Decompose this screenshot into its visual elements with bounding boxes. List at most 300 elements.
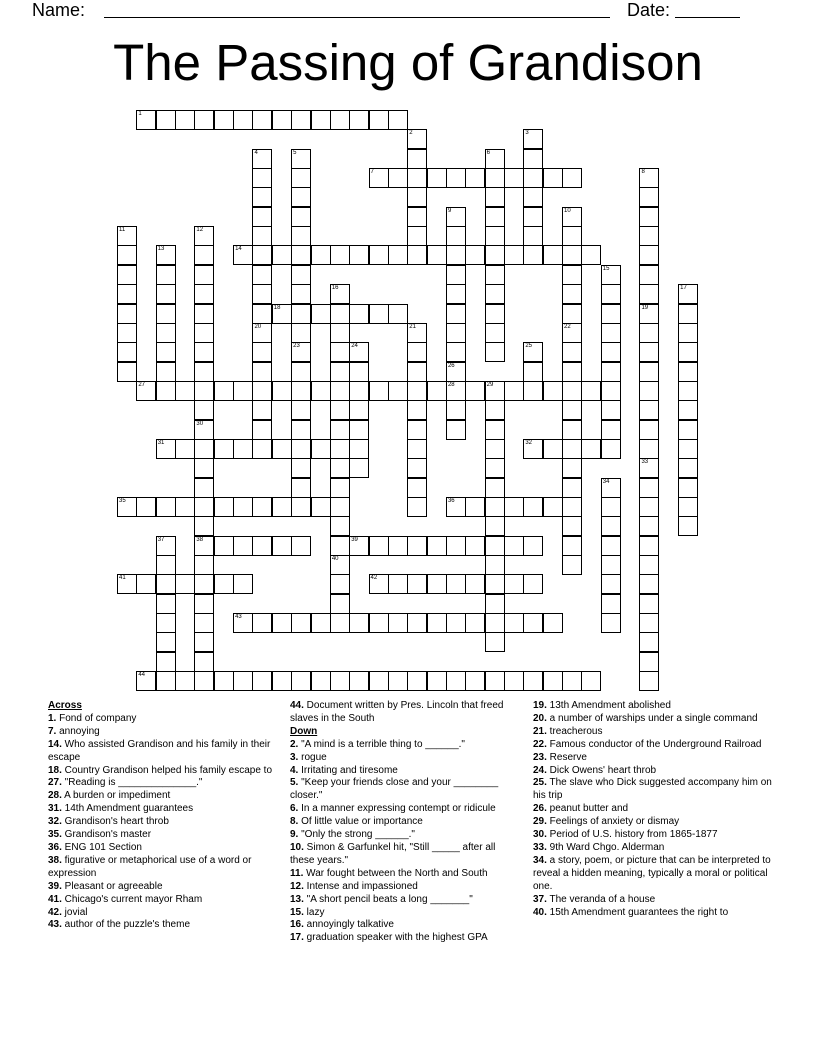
grid-cell[interactable] — [543, 245, 563, 265]
grid-cell[interactable] — [369, 381, 389, 401]
grid-cell[interactable] — [407, 613, 427, 633]
grid-cell[interactable] — [485, 381, 505, 401]
grid-cell[interactable] — [156, 574, 176, 594]
grid-cell[interactable] — [252, 323, 272, 343]
grid-cell[interactable] — [601, 304, 621, 324]
grid-cell[interactable] — [562, 284, 582, 304]
grid-cell[interactable] — [252, 381, 272, 401]
grid-cell[interactable] — [465, 245, 485, 265]
grid-cell[interactable] — [678, 284, 698, 304]
grid-cell[interactable] — [446, 207, 466, 227]
grid-cell[interactable] — [136, 574, 156, 594]
grid-cell[interactable] — [523, 381, 543, 401]
grid-cell[interactable] — [678, 439, 698, 459]
grid-cell[interactable] — [272, 245, 292, 265]
grid-cell[interactable] — [194, 652, 214, 672]
grid-cell[interactable] — [117, 226, 137, 246]
grid-cell[interactable] — [485, 226, 505, 246]
grid-cell[interactable] — [175, 574, 195, 594]
grid-cell[interactable] — [233, 574, 253, 594]
grid-cell[interactable] — [446, 400, 466, 420]
grid-cell[interactable] — [330, 497, 350, 517]
grid-cell[interactable] — [291, 478, 311, 498]
grid-cell[interactable] — [465, 381, 485, 401]
grid-cell[interactable] — [601, 342, 621, 362]
grid-cell[interactable] — [252, 168, 272, 188]
grid-cell[interactable] — [156, 594, 176, 614]
grid-cell[interactable] — [485, 323, 505, 343]
grid-cell[interactable] — [156, 536, 176, 556]
grid-cell[interactable] — [407, 458, 427, 478]
grid-cell[interactable] — [233, 497, 253, 517]
grid-cell[interactable] — [523, 536, 543, 556]
grid-cell[interactable] — [562, 439, 582, 459]
grid-cell[interactable] — [388, 381, 408, 401]
grid-cell[interactable] — [601, 613, 621, 633]
grid-cell[interactable] — [504, 497, 524, 517]
grid-cell[interactable] — [291, 110, 311, 130]
grid-cell[interactable] — [330, 400, 350, 420]
grid-cell[interactable] — [601, 420, 621, 440]
grid-cell[interactable] — [117, 342, 137, 362]
grid-cell[interactable] — [194, 284, 214, 304]
grid-cell[interactable] — [427, 671, 447, 691]
grid-cell[interactable] — [678, 342, 698, 362]
grid-cell[interactable] — [562, 168, 582, 188]
grid-cell[interactable] — [156, 110, 176, 130]
grid-cell[interactable] — [214, 439, 234, 459]
grid-cell[interactable] — [349, 536, 369, 556]
grid-cell[interactable] — [504, 671, 524, 691]
grid-cell[interactable] — [291, 381, 311, 401]
grid-cell[interactable] — [446, 245, 466, 265]
grid-cell[interactable] — [446, 420, 466, 440]
grid-cell[interactable] — [369, 304, 389, 324]
grid-cell[interactable] — [156, 497, 176, 517]
grid-cell[interactable] — [581, 245, 601, 265]
grid-cell[interactable] — [639, 187, 659, 207]
grid-cell[interactable] — [388, 245, 408, 265]
grid-cell[interactable] — [562, 226, 582, 246]
grid-cell[interactable] — [156, 613, 176, 633]
grid-cell[interactable] — [485, 536, 505, 556]
grid-cell[interactable] — [194, 555, 214, 575]
grid-cell[interactable] — [311, 245, 331, 265]
grid-cell[interactable] — [156, 323, 176, 343]
grid-cell[interactable] — [311, 439, 331, 459]
grid-cell[interactable] — [252, 613, 272, 633]
grid-cell[interactable] — [639, 168, 659, 188]
grid-cell[interactable] — [233, 110, 253, 130]
grid-cell[interactable] — [252, 149, 272, 169]
grid-cell[interactable] — [446, 265, 466, 285]
grid-cell[interactable] — [562, 458, 582, 478]
grid-cell[interactable] — [427, 536, 447, 556]
grid-cell[interactable] — [291, 420, 311, 440]
grid-cell[interactable] — [349, 362, 369, 382]
grid-cell[interactable] — [233, 381, 253, 401]
grid-cell[interactable] — [601, 516, 621, 536]
grid-cell[interactable] — [562, 420, 582, 440]
grid-cell[interactable] — [678, 381, 698, 401]
grid-cell[interactable] — [543, 439, 563, 459]
grid-cell[interactable] — [485, 187, 505, 207]
grid-cell[interactable] — [330, 304, 350, 324]
grid-cell[interactable] — [523, 342, 543, 362]
grid-cell[interactable] — [291, 400, 311, 420]
grid-cell[interactable] — [117, 574, 137, 594]
grid-cell[interactable] — [136, 381, 156, 401]
grid-cell[interactable] — [388, 168, 408, 188]
grid-cell[interactable] — [562, 400, 582, 420]
grid-cell[interactable] — [349, 381, 369, 401]
grid-cell[interactable] — [523, 149, 543, 169]
grid-cell[interactable] — [465, 574, 485, 594]
grid-cell[interactable] — [252, 362, 272, 382]
grid-cell[interactable] — [194, 381, 214, 401]
grid-cell[interactable] — [407, 536, 427, 556]
grid-cell[interactable] — [407, 420, 427, 440]
grid-cell[interactable] — [446, 342, 466, 362]
grid-cell[interactable] — [330, 458, 350, 478]
grid-cell[interactable] — [678, 516, 698, 536]
grid-cell[interactable] — [407, 400, 427, 420]
grid-cell[interactable] — [330, 516, 350, 536]
grid-cell[interactable] — [252, 304, 272, 324]
grid-cell[interactable] — [194, 613, 214, 633]
grid-cell[interactable] — [291, 439, 311, 459]
grid-cell[interactable] — [117, 323, 137, 343]
grid-cell[interactable] — [349, 400, 369, 420]
grid-cell[interactable] — [601, 400, 621, 420]
grid-cell[interactable] — [639, 516, 659, 536]
grid-cell[interactable] — [601, 439, 621, 459]
grid-cell[interactable] — [156, 265, 176, 285]
grid-cell[interactable] — [465, 497, 485, 517]
grid-cell[interactable] — [504, 245, 524, 265]
grid-cell[interactable] — [581, 381, 601, 401]
grid-cell[interactable] — [330, 362, 350, 382]
grid-cell[interactable] — [311, 671, 331, 691]
grid-cell[interactable] — [562, 323, 582, 343]
grid-cell[interactable] — [388, 613, 408, 633]
grid-cell[interactable] — [407, 323, 427, 343]
grid-cell[interactable] — [601, 574, 621, 594]
grid-cell[interactable] — [678, 323, 698, 343]
grid-cell[interactable] — [523, 497, 543, 517]
grid-cell[interactable] — [639, 439, 659, 459]
grid-cell[interactable] — [369, 574, 389, 594]
grid-cell[interactable] — [330, 110, 350, 130]
grid-cell[interactable] — [330, 420, 350, 440]
grid-cell[interactable] — [233, 536, 253, 556]
grid-cell[interactable] — [252, 207, 272, 227]
grid-cell[interactable] — [601, 323, 621, 343]
grid-cell[interactable] — [252, 342, 272, 362]
grid-cell[interactable] — [252, 671, 272, 691]
grid-cell[interactable] — [330, 381, 350, 401]
grid-cell[interactable] — [562, 381, 582, 401]
grid-cell[interactable] — [330, 613, 350, 633]
grid-cell[interactable] — [311, 381, 331, 401]
grid-cell[interactable] — [252, 536, 272, 556]
grid-cell[interactable] — [330, 536, 350, 556]
grid-cell[interactable] — [252, 245, 272, 265]
grid-cell[interactable] — [523, 613, 543, 633]
grid-cell[interactable] — [485, 555, 505, 575]
grid-cell[interactable] — [562, 555, 582, 575]
grid-cell[interactable] — [601, 362, 621, 382]
grid-cell[interactable] — [214, 671, 234, 691]
grid-cell[interactable] — [639, 478, 659, 498]
grid-cell[interactable] — [523, 129, 543, 149]
grid-cell[interactable] — [639, 632, 659, 652]
grid-cell[interactable] — [485, 284, 505, 304]
grid-cell[interactable] — [349, 671, 369, 691]
grid-cell[interactable] — [349, 110, 369, 130]
grid-cell[interactable] — [639, 671, 659, 691]
grid-cell[interactable] — [388, 110, 408, 130]
grid-cell[interactable] — [291, 245, 311, 265]
grid-cell[interactable] — [427, 381, 447, 401]
grid-cell[interactable] — [446, 168, 466, 188]
grid-cell[interactable] — [291, 362, 311, 382]
grid-cell[interactable] — [156, 284, 176, 304]
grid-cell[interactable] — [639, 323, 659, 343]
grid-cell[interactable] — [252, 497, 272, 517]
grid-cell[interactable] — [639, 652, 659, 672]
grid-cell[interactable] — [485, 304, 505, 324]
grid-cell[interactable] — [407, 439, 427, 459]
grid-cell[interactable] — [485, 149, 505, 169]
grid-cell[interactable] — [194, 536, 214, 556]
grid-cell[interactable] — [485, 342, 505, 362]
grid-cell[interactable] — [601, 536, 621, 556]
grid-cell[interactable] — [311, 613, 331, 633]
grid-cell[interactable] — [601, 284, 621, 304]
grid-cell[interactable] — [156, 245, 176, 265]
grid-cell[interactable] — [349, 420, 369, 440]
grid-cell[interactable] — [639, 207, 659, 227]
grid-cell[interactable] — [485, 574, 505, 594]
grid-cell[interactable] — [523, 187, 543, 207]
grid-cell[interactable] — [601, 594, 621, 614]
grid-cell[interactable] — [543, 613, 563, 633]
grid-cell[interactable] — [349, 245, 369, 265]
grid-cell[interactable] — [233, 671, 253, 691]
grid-cell[interactable] — [678, 400, 698, 420]
grid-cell[interactable] — [194, 245, 214, 265]
grid-cell[interactable] — [523, 362, 543, 382]
grid-cell[interactable] — [446, 226, 466, 246]
grid-cell[interactable] — [388, 304, 408, 324]
grid-cell[interactable] — [156, 439, 176, 459]
grid-cell[interactable] — [543, 168, 563, 188]
grid-cell[interactable] — [485, 207, 505, 227]
grid-cell[interactable] — [407, 574, 427, 594]
grid-cell[interactable] — [330, 555, 350, 575]
grid-cell[interactable] — [407, 342, 427, 362]
grid-cell[interactable] — [272, 110, 292, 130]
grid-cell[interactable] — [601, 555, 621, 575]
grid-cell[interactable] — [272, 497, 292, 517]
grid-cell[interactable] — [678, 362, 698, 382]
grid-cell[interactable] — [194, 574, 214, 594]
grid-cell[interactable] — [523, 207, 543, 227]
grid-cell[interactable] — [272, 613, 292, 633]
grid-cell[interactable] — [639, 400, 659, 420]
grid-cell[interactable] — [446, 497, 466, 517]
grid-cell[interactable] — [407, 187, 427, 207]
grid-cell[interactable] — [252, 226, 272, 246]
grid-cell[interactable] — [639, 536, 659, 556]
grid-cell[interactable] — [485, 594, 505, 614]
grid-cell[interactable] — [156, 381, 176, 401]
grid-cell[interactable] — [175, 671, 195, 691]
grid-cell[interactable] — [194, 304, 214, 324]
grid-cell[interactable] — [678, 497, 698, 517]
grid-cell[interactable] — [252, 265, 272, 285]
grid-cell[interactable] — [388, 574, 408, 594]
grid-cell[interactable] — [194, 323, 214, 343]
grid-cell[interactable] — [291, 226, 311, 246]
grid-cell[interactable] — [485, 439, 505, 459]
grid-cell[interactable] — [214, 381, 234, 401]
grid-cell[interactable] — [639, 594, 659, 614]
grid-cell[interactable] — [407, 362, 427, 382]
grid-cell[interactable] — [117, 284, 137, 304]
grid-cell[interactable] — [504, 574, 524, 594]
grid-cell[interactable] — [252, 439, 272, 459]
grid-cell[interactable] — [562, 304, 582, 324]
grid-cell[interactable] — [252, 110, 272, 130]
grid-cell[interactable] — [465, 671, 485, 691]
grid-cell[interactable] — [639, 304, 659, 324]
grid-cell[interactable] — [562, 245, 582, 265]
grid-cell[interactable] — [407, 168, 427, 188]
grid-cell[interactable] — [311, 497, 331, 517]
grid-cell[interactable] — [523, 245, 543, 265]
grid-cell[interactable] — [639, 245, 659, 265]
grid-cell[interactable] — [427, 245, 447, 265]
grid-cell[interactable] — [311, 304, 331, 324]
grid-cell[interactable] — [291, 671, 311, 691]
grid-cell[interactable] — [446, 574, 466, 594]
grid-cell[interactable] — [156, 632, 176, 652]
grid-cell[interactable] — [465, 613, 485, 633]
grid-cell[interactable] — [349, 613, 369, 633]
grid-cell[interactable] — [485, 168, 505, 188]
grid-cell[interactable] — [175, 110, 195, 130]
grid-cell[interactable] — [214, 574, 234, 594]
grid-cell[interactable] — [639, 265, 659, 285]
grid-cell[interactable] — [349, 439, 369, 459]
grid-cell[interactable] — [330, 323, 350, 343]
grid-cell[interactable] — [581, 439, 601, 459]
grid-cell[interactable] — [194, 226, 214, 246]
grid-cell[interactable] — [485, 265, 505, 285]
grid-cell[interactable] — [291, 323, 311, 343]
grid-cell[interactable] — [291, 149, 311, 169]
grid-cell[interactable] — [175, 381, 195, 401]
grid-cell[interactable] — [117, 497, 137, 517]
grid-cell[interactable] — [446, 536, 466, 556]
grid-cell[interactable] — [601, 381, 621, 401]
grid-cell[interactable] — [291, 304, 311, 324]
grid-cell[interactable] — [485, 497, 505, 517]
grid-cell[interactable] — [291, 458, 311, 478]
grid-cell[interactable] — [562, 207, 582, 227]
grid-cell[interactable] — [407, 497, 427, 517]
grid-cell[interactable] — [639, 284, 659, 304]
grid-cell[interactable] — [543, 497, 563, 517]
grid-cell[interactable] — [446, 671, 466, 691]
grid-cell[interactable] — [601, 265, 621, 285]
grid-cell[interactable] — [136, 497, 156, 517]
grid-cell[interactable] — [330, 342, 350, 362]
grid-cell[interactable] — [639, 574, 659, 594]
grid-cell[interactable] — [252, 420, 272, 440]
grid-cell[interactable] — [252, 284, 272, 304]
grid-cell[interactable] — [543, 381, 563, 401]
grid-cell[interactable] — [330, 594, 350, 614]
grid-cell[interactable] — [272, 381, 292, 401]
grid-cell[interactable] — [194, 516, 214, 536]
grid-cell[interactable] — [194, 110, 214, 130]
grid-cell[interactable] — [407, 226, 427, 246]
grid-cell[interactable] — [388, 671, 408, 691]
grid-cell[interactable] — [523, 226, 543, 246]
grid-cell[interactable] — [194, 265, 214, 285]
grid-cell[interactable] — [678, 304, 698, 324]
grid-cell[interactable] — [407, 149, 427, 169]
grid-cell[interactable] — [562, 362, 582, 382]
grid-cell[interactable] — [156, 555, 176, 575]
grid-cell[interactable] — [156, 652, 176, 672]
grid-cell[interactable] — [136, 671, 156, 691]
grid-cell[interactable] — [639, 226, 659, 246]
grid-cell[interactable] — [291, 536, 311, 556]
grid-cell[interactable] — [272, 439, 292, 459]
grid-cell[interactable] — [136, 110, 156, 130]
grid-cell[interactable] — [369, 245, 389, 265]
grid-cell[interactable] — [291, 342, 311, 362]
grid-cell[interactable] — [407, 129, 427, 149]
grid-cell[interactable] — [214, 110, 234, 130]
grid-cell[interactable] — [194, 594, 214, 614]
grid-cell[interactable] — [194, 400, 214, 420]
grid-cell[interactable] — [388, 536, 408, 556]
grid-cell[interactable] — [639, 420, 659, 440]
grid-cell[interactable] — [678, 458, 698, 478]
grid-cell[interactable] — [523, 439, 543, 459]
grid-cell[interactable] — [639, 342, 659, 362]
grid-cell[interactable] — [407, 207, 427, 227]
grid-cell[interactable] — [407, 671, 427, 691]
grid-cell[interactable] — [407, 245, 427, 265]
grid-cell[interactable] — [117, 265, 137, 285]
grid-cell[interactable] — [562, 536, 582, 556]
grid-cell[interactable] — [272, 304, 292, 324]
grid-cell[interactable] — [175, 497, 195, 517]
grid-cell[interactable] — [349, 304, 369, 324]
grid-cell[interactable] — [330, 284, 350, 304]
grid-cell[interactable] — [194, 458, 214, 478]
grid-cell[interactable] — [562, 497, 582, 517]
grid-cell[interactable] — [504, 168, 524, 188]
grid-cell[interactable] — [194, 362, 214, 382]
grid-cell[interactable] — [291, 265, 311, 285]
